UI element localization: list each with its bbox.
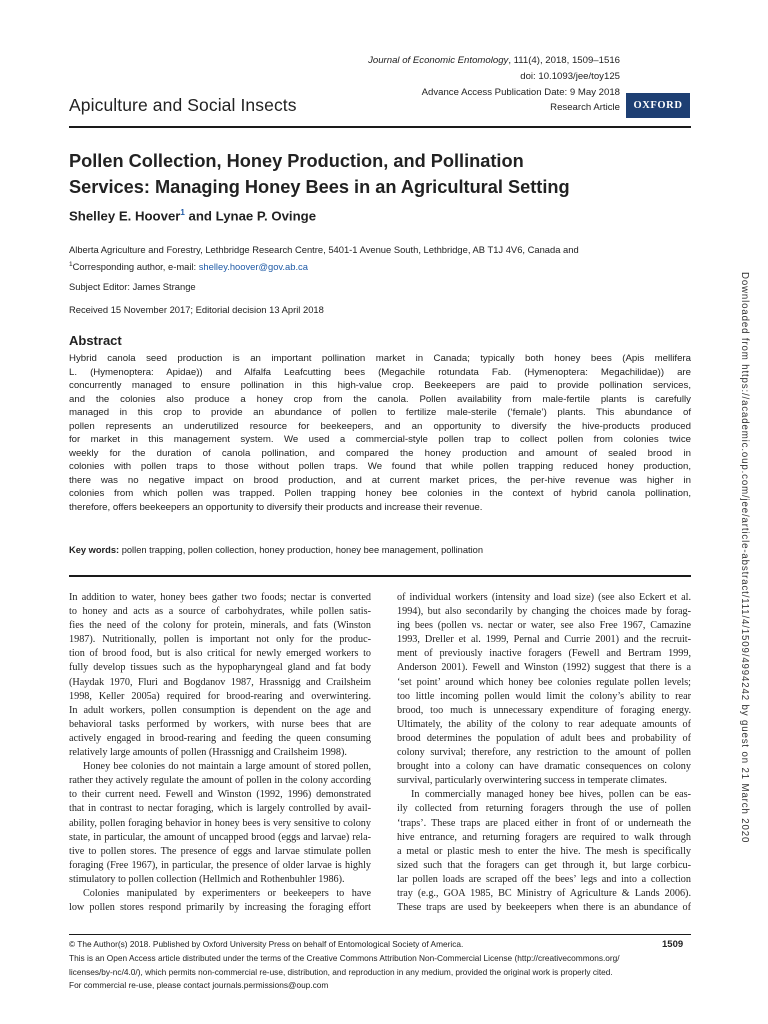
- body-line: ily collected from returning foragers through the use of pollen: [397, 803, 691, 815]
- body-line: too little incoming pollen would limit the colony’s ability to rear: [397, 690, 691, 702]
- body-line: In commercially managed honey bee hives, pollen can be eas-: [411, 789, 691, 801]
- body-line: actively engaged in brood-rearing and feeding the queen consuming: [69, 732, 371, 744]
- body-line: Honey bee colonies do not maintain a large amount of stored pollen,: [83, 761, 371, 773]
- body-line: fies the need of the colony for protein, minerals, and fats (Winston: [69, 620, 371, 632]
- body-line: 1993, Dreller et al. 1999, Pernal and Currie 2001) and the recruit-: [397, 634, 691, 646]
- body-line: 1994), but also secondarily by changing the choices made by forag-: [397, 606, 691, 618]
- article-title: [69, 148, 629, 200]
- abstract-line: therefore, offers beekeepers an opportunity to diversify their products and increase their revenue.: [69, 502, 483, 514]
- body-line: brought into a colony can have dramatic consequences on colony: [397, 761, 691, 773]
- author-list: [69, 208, 316, 223]
- abstract-line: pollen represents an underutilized resource for beekeepers, and an opportunity to diversify the hive-products produced: [69, 420, 691, 432]
- footer-line: licenses/by-nc/4.0/), which permits non-commercial re-use, distribution, and reproduction in any medium, provided the original work is properly cited.: [69, 966, 613, 977]
- keywords-list: pollen trapping, pollen collection, honey production, honey bee management, pollination: [121, 545, 483, 555]
- body-column-left: [69, 591, 371, 915]
- body-line: brood, too much is unnecessary expenditure of foraging energy.: [397, 704, 691, 716]
- footer-line: This is an Open Access article distributed under the terms of the Creative Commons Attribution Non-Commercial License (http://creativecommons.org/: [69, 952, 620, 963]
- affiliation: [69, 243, 689, 274]
- body-line: state, in particular, the amount of uncapped brood (eggs and larvae) rela-: [69, 831, 371, 843]
- body-line: to honey and acts as a source of carbohydrates, while pollen satis-: [69, 606, 371, 618]
- body-rule: [69, 575, 691, 577]
- body-line: hive entrance, and returning foragers are required to walk through: [397, 831, 691, 843]
- body-line: Colonies manipulated by experimenters or beekeepers to have: [83, 887, 371, 899]
- body-line: ing bees (pollen vs. nectar or water, see also Free 1967, Camazine: [397, 620, 691, 632]
- abstract-text: [69, 352, 691, 515]
- section-heading: Apiculture and Social Insects: [69, 95, 297, 115]
- body-line: (Haydak 1970, Fluri and Bogdanov 1987, Hrassnigg and Crailsheim: [69, 676, 371, 688]
- abstract-line: managed in this crop to provide an abundance of pollen to fertilize male-sterile (‘female’) plants. This abundance of: [69, 407, 691, 419]
- body-line: colony survival; therefore, any restriction to the amount of pollen: [397, 747, 691, 759]
- citation-block: [368, 53, 620, 116]
- body-line: rather they actively regulate the amount of pollen in the colony according: [69, 775, 371, 787]
- body-line: stimulatory to pollen collection (Hellmich and Rothenbuhler 1986).: [69, 873, 345, 885]
- body-line: Anderson 2001). Fewell and Winston (1992) suggest that there is a: [397, 662, 691, 674]
- abstract-line: weekly for the duration of canola pollination, and compared the honey production and amount of sealed brood in: [69, 447, 691, 459]
- corresponding-label: Corresponding author, e-mail:: [72, 260, 199, 272]
- received-dates: Received 15 November 2017; Editorial decision 13 April 2018: [69, 304, 324, 315]
- footer-line: © The Author(s) 2018. Published by Oxford University Press on behalf of Entomological Society of America.: [69, 939, 464, 949]
- abstract-line: there was no negative impact on brood production, and at current market prices, the per-hive revenue was higher in: [69, 474, 691, 486]
- top-rule: [69, 126, 691, 128]
- page-number: 1509: [662, 939, 684, 950]
- footer-rule: [69, 934, 691, 935]
- body-line: tive to pollen stores. The presence of eggs and larvae stimulate pollen: [69, 845, 371, 857]
- body-line: tray (e.g., GOA 1985, BC Ministry of Agriculture & Lands 2006).: [397, 887, 691, 899]
- body-line: survival, particularly overwintering success in temperate climates.: [397, 775, 667, 787]
- body-line: Ultimately, the ability of the colony to rear adequate amounts of: [397, 718, 691, 730]
- affiliation-line: Alberta Agriculture and Forestry, Lethbridge Research Centre, 5401-1 Avenue South, Lethbridge, AB T1J 4V6, Canada and: [69, 244, 579, 255]
- title-line: Pollen Collection, Honey Production, and Pollination: [69, 151, 524, 171]
- body-line: lar pollen loads are scraped off the bees’ legs and into a collection: [397, 873, 691, 885]
- keywords-label: Key words:: [69, 545, 120, 555]
- footer-line: For commercial re-use, please contact journals.permissions@oup.com: [69, 980, 329, 991]
- author-footnote-mark: 1: [180, 208, 185, 217]
- advance-access-date: Advance Access Publication Date: 9 May 2018: [421, 86, 620, 98]
- title-line: Services: Managing Honey Bees in an Agricultural Setting: [69, 177, 570, 197]
- body-line: 1998, Keller 2005a) required for brood-rearing and overwintering.: [69, 690, 371, 702]
- abstract-line: for market in this management system. We used a commercial-style pollen trap to collect pollen from colonies twice: [69, 434, 691, 446]
- body-line: ‘traps’. These traps are placed either in front of or underneath the: [397, 817, 691, 829]
- body-line: brood determines the population of adult bees and probability of: [397, 732, 691, 744]
- journal-volume: , 111(4), 2018, 1509–1516: [508, 55, 620, 66]
- body-line: to their current need. Fewell and Winston (1992, 1996) demonstrated: [69, 789, 371, 801]
- body-line: of individual workers (intensity and load size) (see also Eckert et al.: [397, 592, 691, 603]
- subject-editor: Subject Editor: James Strange: [69, 281, 196, 292]
- abstract-line: Hybrid canola seed production is an important pollination market in Canada; typically both honey bees (Apis mellifera: [69, 353, 691, 364]
- body-line: fully develop tissues such as the hypopharyngeal gland and fat body: [69, 662, 371, 674]
- journal-name: Journal of Economic Entomology: [368, 55, 509, 66]
- doi[interactable]: doi: 10.1093/jee/toy125: [520, 70, 620, 82]
- body-line: These traps are used by beekeepers when there is an abundance of: [397, 902, 691, 914]
- author-name: Shelley E. Hoover: [69, 208, 181, 224]
- body-line: relatively large amounts of pollen (Hrassnigg and Crailsheim 1998).: [69, 747, 347, 759]
- affiliation-footnote-mark: 1: [69, 260, 73, 268]
- body-line: ment of previously inactive foragers (Fewell and Bertram 1999,: [397, 648, 691, 660]
- author-email-link[interactable]: shelley.hoover@gov.ab.ca: [198, 260, 308, 272]
- body-line: behavioral tasks performed by workers, with nurse bees that are: [69, 718, 371, 730]
- body-line: low pollen stores respond primarily by increasing the foraging effort: [69, 902, 371, 914]
- abstract-line: concurrently managed to ensure pollination in this high-value crop. Beekeepers are paid to provide pollination services,: [69, 380, 691, 392]
- abstract-line: colonies with pollen traps to those without pollen traps. We found that while pollen trapping reduced honey production,: [69, 461, 691, 473]
- keywords: [69, 545, 483, 555]
- abstract-line: and the colonies also produce a honey crop from the canola. Pollen availability from male-fertile plants is carefully: [69, 393, 691, 405]
- article-type: Research Article: [550, 102, 620, 114]
- body-line: ‘set point’ around which honey bee colonies regulate pollen levels;: [397, 676, 691, 688]
- license-footer: [69, 938, 629, 993]
- body-line: tion of brood food, but is also critical for newly emerged workers to: [69, 648, 371, 660]
- download-notice: Downloaded from https://academic.oup.com/jee/article-abstract/111/4/1509/4994242 by guest on 21 March 2020: [739, 272, 750, 844]
- abstract-line: colonies from which pollen was trapped. Pollen trapping honey bee colonies in the context of hybrid canola pollination,: [69, 488, 691, 500]
- body-line: ability, pollen foraging behavior in honey bees is very sensitive to colony: [69, 817, 371, 829]
- body-line: sized such that the foragers can get through it, but large corbicu-: [397, 859, 691, 871]
- body-line: In adult workers, pollen consumption is dependent on the age and: [69, 704, 371, 716]
- body-line: a metal or plastic mesh to enter the hive. The mesh is specifically: [397, 845, 691, 857]
- body-line: In addition to water, honey bees gather two foods; nectar is converted: [69, 592, 371, 603]
- oxford-logo: OXFORD: [626, 93, 690, 118]
- download-watermark: [736, 272, 750, 844]
- body-line: 1987). Nutritionally, pollen is important not only for the produc-: [69, 634, 371, 646]
- author-name: and Lynae P. Ovinge: [184, 208, 317, 224]
- abstract-heading: Abstract: [69, 333, 122, 348]
- body-line: that in contrast to nectar foraging, which is largely controlled by avail-: [69, 803, 371, 815]
- abstract-line: L. (Hymenoptera: Apidae)) and Alfalfa Leafcutting bees (Megachile rotundata Fab. (Hymenoptera: Megachilidae)) are: [69, 366, 691, 378]
- body-line: foraging (Free 1967), in particular, the presence of older larvae is highly: [69, 859, 371, 871]
- body-column-right: [397, 591, 691, 915]
